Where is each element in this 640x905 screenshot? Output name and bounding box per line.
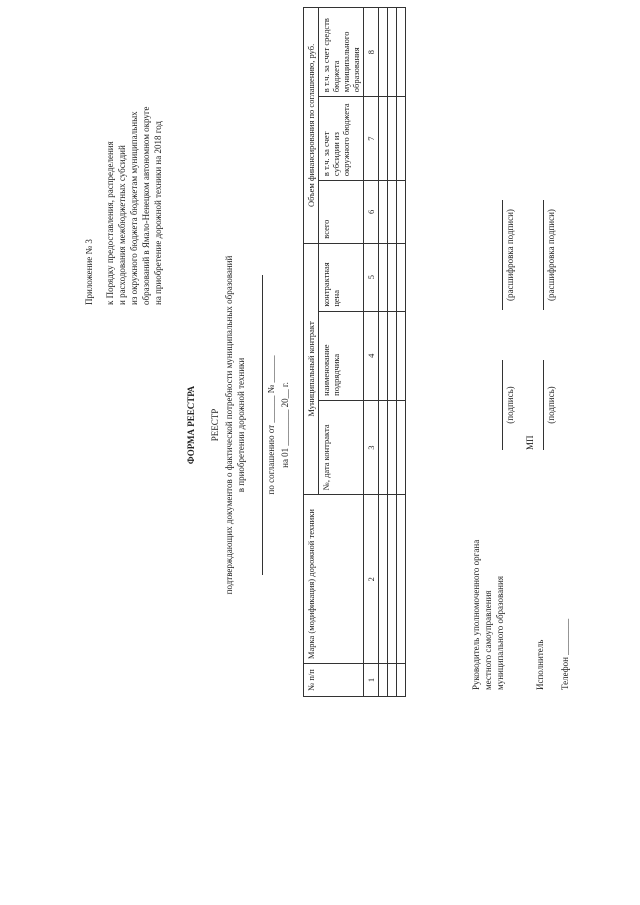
table-cell [379,311,388,400]
table-row [379,8,388,697]
head-signature-line [502,360,503,450]
column-number-row [364,8,379,697]
agreement-line: по соглашению от ______ № ______ [266,355,276,495]
header-municipal: в т.ч. за счет средств бюджета муниципального образования [319,8,364,97]
column-number: 4 [364,311,379,400]
table-cell [379,8,388,97]
registry-table [303,7,406,697]
header-district: в т.ч. за счет субсидии из окружного бюджета [319,97,364,181]
appendix-line: образований в Ямало-Ненецком автономном округе [141,106,151,305]
table-cell [397,8,406,97]
table-cell [397,243,406,311]
executor-decode-line [543,200,544,310]
header-num: № п/п [304,664,364,697]
header-price: контрактная цена [319,243,364,311]
appendix-line: из окружного бюджета бюджетам муниципальных [129,111,139,305]
subtitle-underline [262,275,263,575]
header-contract-group: Муниципальный контракт [304,243,319,495]
header-funding-group: Объем финансирования по соглашению, руб. [304,8,319,244]
table-cell [388,495,397,664]
appendix-line: к Порядку предоставления, распределения [105,141,115,305]
column-number: 6 [364,181,379,244]
appendix-text [104,107,164,306]
header-contract-no: №, дата контракта [319,400,364,494]
appendix-title: Приложение № 3 [84,239,94,305]
head-decode-label: (расшифровка подписи) [505,209,515,301]
executor-decode-label: (расшифровка подписи) [546,209,556,301]
header-contractor: наименование подрядчика [319,311,364,400]
header-total: всего [319,181,364,244]
phone-label: Телефон ________ [560,618,570,690]
head-line: муниципального образования [495,576,505,690]
table-cell [379,243,388,311]
table-cell [388,664,397,697]
executor-label: Исполнитель [535,639,545,690]
column-number: 2 [364,495,379,664]
table-cell [379,400,388,494]
table-cell [388,311,397,400]
date-line: на 01 ________ 20__ г. [280,382,290,468]
column-number: 7 [364,97,379,181]
table-cell [397,97,406,181]
column-number: 5 [364,243,379,311]
registry-title: РЕЕСТР [210,408,220,442]
head-line: местного самоуправления [483,590,493,690]
table-cell [379,181,388,244]
table-cell [397,311,406,400]
table-cell [388,8,397,97]
head-line: Руководитель уполномоченного органа [471,539,481,690]
stamp-place: МП [525,435,535,450]
table-cell [397,495,406,664]
form-title: ФОРМА РЕЕСТРА [186,385,196,465]
table-cell [397,664,406,697]
table-row [388,8,397,697]
column-number: 3 [364,400,379,494]
table-cell [388,243,397,311]
executor-signature-line [543,360,544,450]
table-cell [379,664,388,697]
appendix-line: на приобретение дорожной техники на 2018 год [153,120,163,305]
executor-signature-label: (подпись) [546,386,556,424]
table-cell [388,97,397,181]
head-signature-label: (подпись) [505,386,515,424]
table-cell [388,400,397,494]
table-cell [397,400,406,494]
table-cell [379,97,388,181]
head-title [470,540,506,690]
table-row [397,8,406,697]
header-brand: Марка (модификация) дорожной техники [304,495,364,664]
subtitle-line-2: в приобретении дорожной техники [236,357,246,493]
subtitle-line-1: подтверждающих документов о фактической потребности муниципальных образований [224,255,234,595]
column-number: 8 [364,8,379,97]
table-cell [388,181,397,244]
appendix-line: и расходования межбюджетных субсидий [117,145,127,305]
head-decode-line [502,200,503,310]
column-number: 1 [364,664,379,697]
table-cell [397,181,406,244]
table-cell [379,495,388,664]
